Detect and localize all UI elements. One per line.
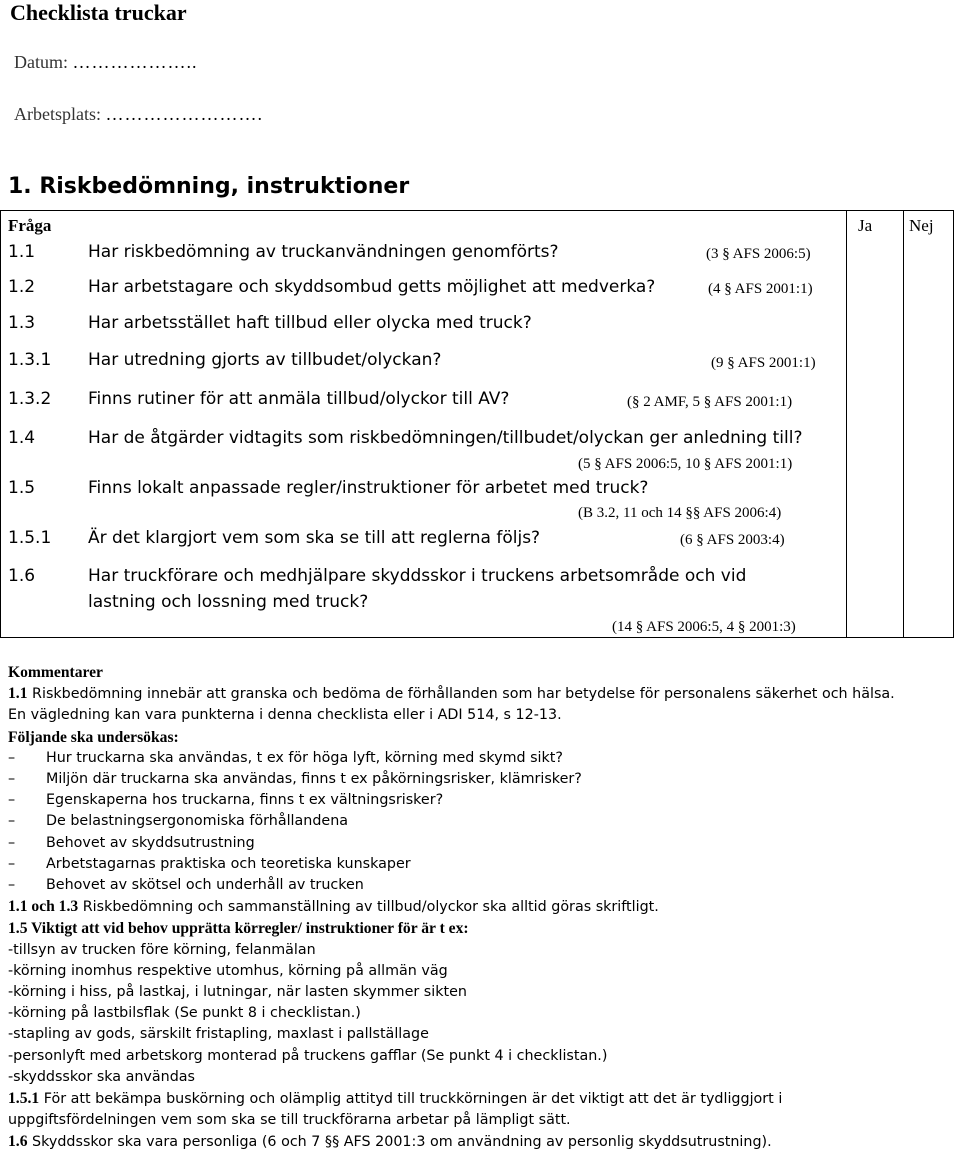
row-question: Finns lokalt anpassade regler/instruktioner för arbetet med truck? — [88, 478, 649, 498]
date-blank: ……………….. — [72, 52, 198, 72]
list-item: -stapling av gods, särskilt fristapling, maxlast i pallställage — [8, 1026, 429, 1043]
workplace-field[interactable] — [14, 104, 263, 125]
comment-text: Riskbedömning innebär att granska och bedöma de förhållanden som har betydelse för personalens säkerhet och hälsa. — [27, 686, 895, 703]
list-item: -skyddsskor ska användas — [8, 1068, 195, 1085]
date-label: Datum: — [14, 52, 68, 72]
comment-text: För att bekämpa buskörning och olämplig attityd till truckkörningen är det viktigt att det är tydliggjort i — [39, 1091, 783, 1108]
comment-num: 1.1 och 1.3 — [8, 898, 79, 916]
row-num: 1.6 — [8, 566, 36, 586]
c15-heading: 1.5 Viktigt att vid behov upprätta körregler/ instruktioner för är t ex: — [8, 920, 469, 938]
list-item: -personlyft med arbetskorg monterad på truckens gafflar (Se punkt 4 i checklistan.) — [8, 1047, 608, 1064]
row-question: Har de åtgärder vidtagits som riskbedömningen/tillbudet/olyckan ger anledning till? — [88, 428, 803, 448]
page-title: Checklista truckar — [10, 0, 187, 25]
list-item: -körning på lastbilsflak (Se punkt 8 i checklistan.) — [8, 1005, 361, 1022]
row-reference: (3 § AFS 2006:5) — [706, 246, 811, 262]
comments-heading: Kommentarer — [8, 664, 103, 681]
row-reference: (B 3.2, 11 och 14 §§ AFS 2006:4) — [578, 505, 782, 521]
row-question-continued: lastning och lossning med truck? — [88, 592, 369, 612]
row-question: Har riskbedömning av truckanvändningen genomförts? — [88, 242, 559, 262]
list-item: -körning i hiss, på lastkaj, i lutningar, när lasten skymmer sikten — [8, 984, 467, 1001]
row-reference: (9 § AFS 2001:1) — [711, 355, 816, 371]
list-item: – Behovet av skötsel och underhåll av trucken — [8, 877, 364, 894]
comment-text: Riskbedömning och sammanställning av tillbud/olyckor ska alltid göras skriftligt. — [78, 899, 659, 916]
table-left-border — [0, 210, 1, 638]
comments-section — [8, 662, 953, 1154]
section-heading: 1. Riskbedömning, instruktioner — [8, 174, 410, 199]
row-question: Är det klargjort vem som ska se till att reglerna följs? — [88, 528, 541, 548]
comment-text: uppgiftsfördelningen vem som ska se till truckförarna arbetar på lämpligt sätt. — [8, 1112, 571, 1129]
col-yes-border — [846, 210, 847, 638]
header-no: Nej — [909, 216, 934, 235]
row-num: 1.1 — [8, 242, 36, 262]
table-top-border — [0, 210, 954, 211]
list-item: -körning inomhus respektive utomhus, körning på allmän väg — [8, 962, 448, 979]
col-no-border — [903, 210, 904, 638]
list-item: – Egenskaperna hos truckarna, finns t ex vältningsrisker? — [8, 792, 444, 809]
row-reference: (4 § AFS 2001:1) — [708, 281, 813, 297]
table-bottom-border — [0, 637, 954, 638]
row-question: Har utredning gjorts av tillbudet/olyckan? — [88, 350, 442, 370]
comment-num: 1.1 — [8, 685, 28, 703]
comment-num: 1.6 — [8, 1133, 28, 1151]
row-num: 1.3 — [8, 313, 36, 333]
row-num: 1.5.1 — [8, 528, 52, 548]
header-question: Fråga — [8, 216, 52, 235]
examine-heading: Följande ska undersökas: — [8, 728, 179, 746]
list-item: – Hur truckarna ska användas, t ex för höga lyft, körning med skymd sikt? — [8, 749, 564, 766]
comment-text: En vägledning kan vara punkterna i denna checklista eller i ADI 514, s 12-13. — [8, 707, 562, 724]
header-yes: Ja — [858, 216, 873, 235]
row-reference: (6 § AFS 2003:4) — [680, 532, 785, 548]
list-item: – Behovet av skyddsutrustning — [8, 834, 255, 851]
row-num: 1.3.1 — [8, 350, 52, 370]
row-question: Har truckförare och medhjälpare skyddsskor i truckens arbetsområde och vid — [88, 566, 747, 586]
row-num: 1.5 — [8, 478, 36, 498]
list-item: – Miljön där truckarna ska användas, finns t ex påkörningsrisker, klämrisker? — [8, 771, 582, 788]
row-question: Finns rutiner för att anmäla tillbud/olyckor till AV? — [88, 389, 510, 409]
comment-text: Skyddsskor ska vara personliga (6 och 7 §§ AFS 2001:3 om användning av personlig skyddsutrustning). — [27, 1134, 772, 1151]
row-question: Har arbetstagare och skyddsombud getts möjlighet att medverka? — [88, 277, 656, 297]
row-reference: (§ 2 AMF, 5 § AFS 2001:1) — [627, 394, 793, 410]
row-reference: (5 § AFS 2006:5, 10 § AFS 2001:1) — [578, 456, 793, 472]
list-item: – De belastningsergonomiska förhållandena — [8, 813, 349, 830]
row-num: 1.4 — [8, 428, 36, 448]
date-field[interactable] — [14, 52, 198, 73]
row-reference: (14 § AFS 2006:5, 4 § 2001:3) — [612, 619, 796, 635]
row-num: 1.2 — [8, 277, 36, 297]
workplace-label: Arbetsplats: — [14, 104, 101, 124]
row-question: Har arbetsstället haft tillbud eller olycka med truck? — [88, 313, 532, 333]
row-num: 1.3.2 — [8, 389, 52, 409]
workplace-blank: ……………………. — [105, 104, 263, 124]
table-right-border — [953, 210, 954, 638]
list-item: – Arbetstagarnas praktiska och teoretiska kunskaper — [8, 855, 411, 872]
list-item: -tillsyn av trucken före körning, felanmälan — [8, 941, 316, 958]
comment-num: 1.5.1 — [8, 1090, 40, 1108]
